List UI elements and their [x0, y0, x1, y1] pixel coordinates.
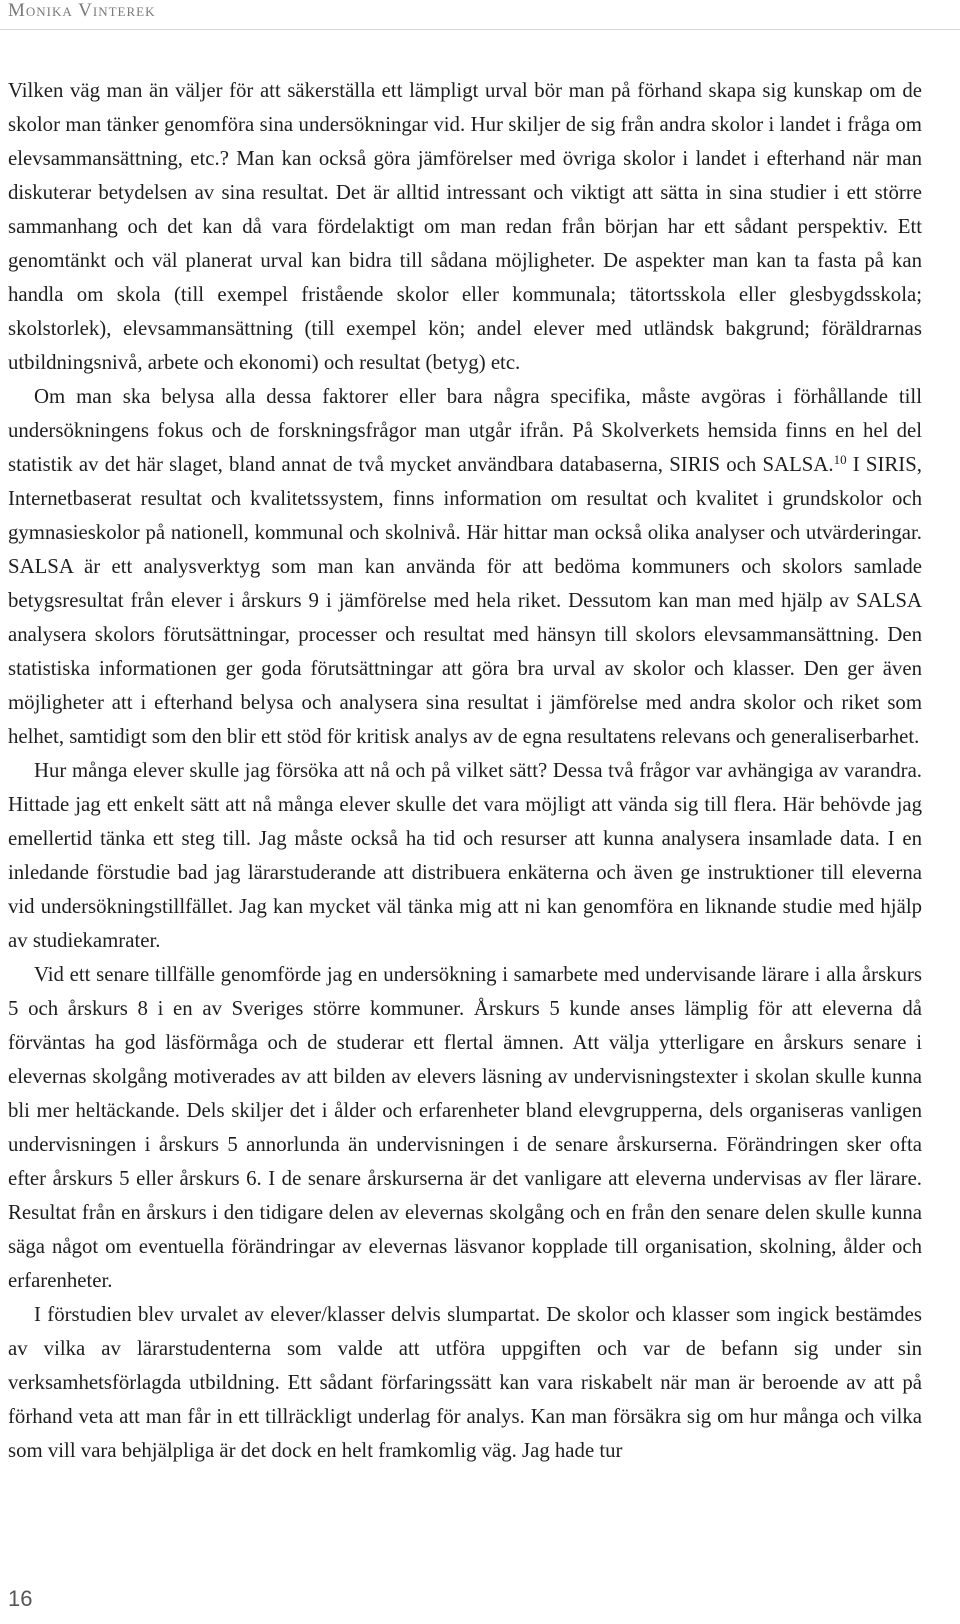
paragraph-1 [8, 74, 922, 380]
body-text [8, 74, 922, 1468]
paragraph-4 [8, 958, 922, 1298]
paragraph-5 [8, 1298, 922, 1468]
running-head: Monika Vinterek [8, 0, 156, 21]
page-number: 16 [8, 1586, 33, 1611]
paragraph-4-text: Vid ett senare tillfälle genomförde jag en undersökning i samarbete med undervisande lärare i alla årskurs 5 och årskurs 8 i en av Sveriges större kommuner. Årskurs 5 kunde anses lämplig för att eleverna då förväntas ha god läsförmåga och de studerar ett flertal ämnen. Att välja ytterligare en årskurs senare i elevernas skolgång motiverades av att bilden av elevers läsning av undervisningstexter i skolan skulle kunna bli mer heltäckande. Dels skiljer det i ålder och erfarenheter bland elevgrupperna, dels organiseras vanligen undervisningen i årskurs 5 annorlunda än undervisningen i de senare årskurserna. Förändringen sker ofta efter årskurs 5 eller årskurs 6. I de senare årskurserna är det vanligare att eleverna undervisas av fler lärare. Resultat från en årskurs i den tidigare delen av elevernas skolgång och en från den senare delen skulle kunna säga något om eventuella förändringar av elevernas läsvanor kopplade till organisation, skolning, ålder och erfarenheter. [8, 963, 922, 1292]
footnote-marker[interactable]: 10 [833, 452, 847, 467]
paragraph-3 [8, 754, 922, 958]
paragraph-2-text-before: Om man ska belysa alla dessa faktorer eller bara några specifika, måste avgöras i förhållande till undersökningens fokus och de forskningsfrågor man utgår ifrån. På Skolverkets hemsida finns en hel del statistik av det här slaget, bland annat de två mycket användbara databaserna, SIRIS och SALSA. [8, 385, 922, 476]
paragraph-5-text: I förstudien blev urvalet av elever/klasser delvis slumpartat. De skolor och klasser som ingick bestämdes av vilka av lärarstudenterna som valde att utföra uppgiften och var de befann sig under sin verksamhetsförlagda utbildning. Ett sådant förfaringssätt kan vara riskabelt när man är beroende av att på förhand veta att man får in ett tillräckligt underlag för analys. Kan man försäkra sig om hur många och vilka som vill vara behjälpliga är det dock en helt framkomlig väg. Jag hade tur [8, 1303, 922, 1462]
header-divider [0, 29, 960, 30]
paragraph-1-text: Vilken väg man än väljer för att säkerställa ett lämpligt urval bör man på förhand skapa sig kunskap om de skolor man tänker genomföra sina undersökningar vid. Hur skiljer de sig från andra skolor i landet i fråga om elevsammansättning, etc.? Man kan också göra jämförelser med övriga skolor i landet i efterhand när man diskuterar betydelsen av sina resultat. Det är alltid intressant och viktigt att sätta in sina studier i ett större sammanhang och det kan då vara fördelaktigt om man redan från början har ett sådant perspektiv. Ett genomtänkt och väl planerat urval kan bidra till sådana möjligheter. De aspekter man kan ta fasta på kan handla om skola (till exempel fristående skolor eller kommunala; tätortsskola eller glesbygdsskola; skolstorlek), elevsammansättning (till exempel kön; andel elever med utländsk bakgrund; föräldrarnas utbildningsnivå, arbete och ekonomi) och resultat (betyg) etc. [8, 79, 922, 374]
paragraph-3-text: Hur många elever skulle jag försöka att nå och på vilket sätt? Dessa två frågor var avhängiga av varandra. Hittade jag ett enkelt sätt att nå många elever skulle det vara möjligt att vända sig till flera. Här behövde jag emellertid tänka ett steg till. Jag måste också ha tid och resurser att kunna analysera insamlade data. I en inledande förstudie bad jag lärarstuderande att distribuera enkäterna och även ge instruktioner till eleverna vid undersökningstillfället. Jag kan mycket väl tänka mig att ni kan genomföra en liknande studie med hjälp av studiekamrater. [8, 759, 922, 952]
paragraph-2 [8, 380, 922, 754]
paragraph-2-text-after: I SIRIS, Internetbaserat resultat och kvalitetssystem, finns information om resultat och kvalitet i grundskolor och gymnasieskolor på nationell, kommunal och skolnivå. Här hittar man också olika analyser och utvärderingar. SALSA är ett analysverktyg som man kan använda för att bedöma kommuners och skolors samlade betygsresultat från elever i årskurs 9 i jämförelse med hela riket. Dessutom kan man med hjälp av SALSA analysera skolors förutsättningar, processer och resultat med hänsyn till skolors elevsammansättning. Den statistiska informationen ger goda förutsättningar att göra bra urval av skolor och klasser. Den ger även möjligheter att i efterhand belysa och analysera sina resultat i jämförelse med andra skolor och riket som helhet, samtidigt som den blir ett stöd för kritisk analys av de egna resultatens relevans och generaliserbarhet. [8, 453, 922, 748]
